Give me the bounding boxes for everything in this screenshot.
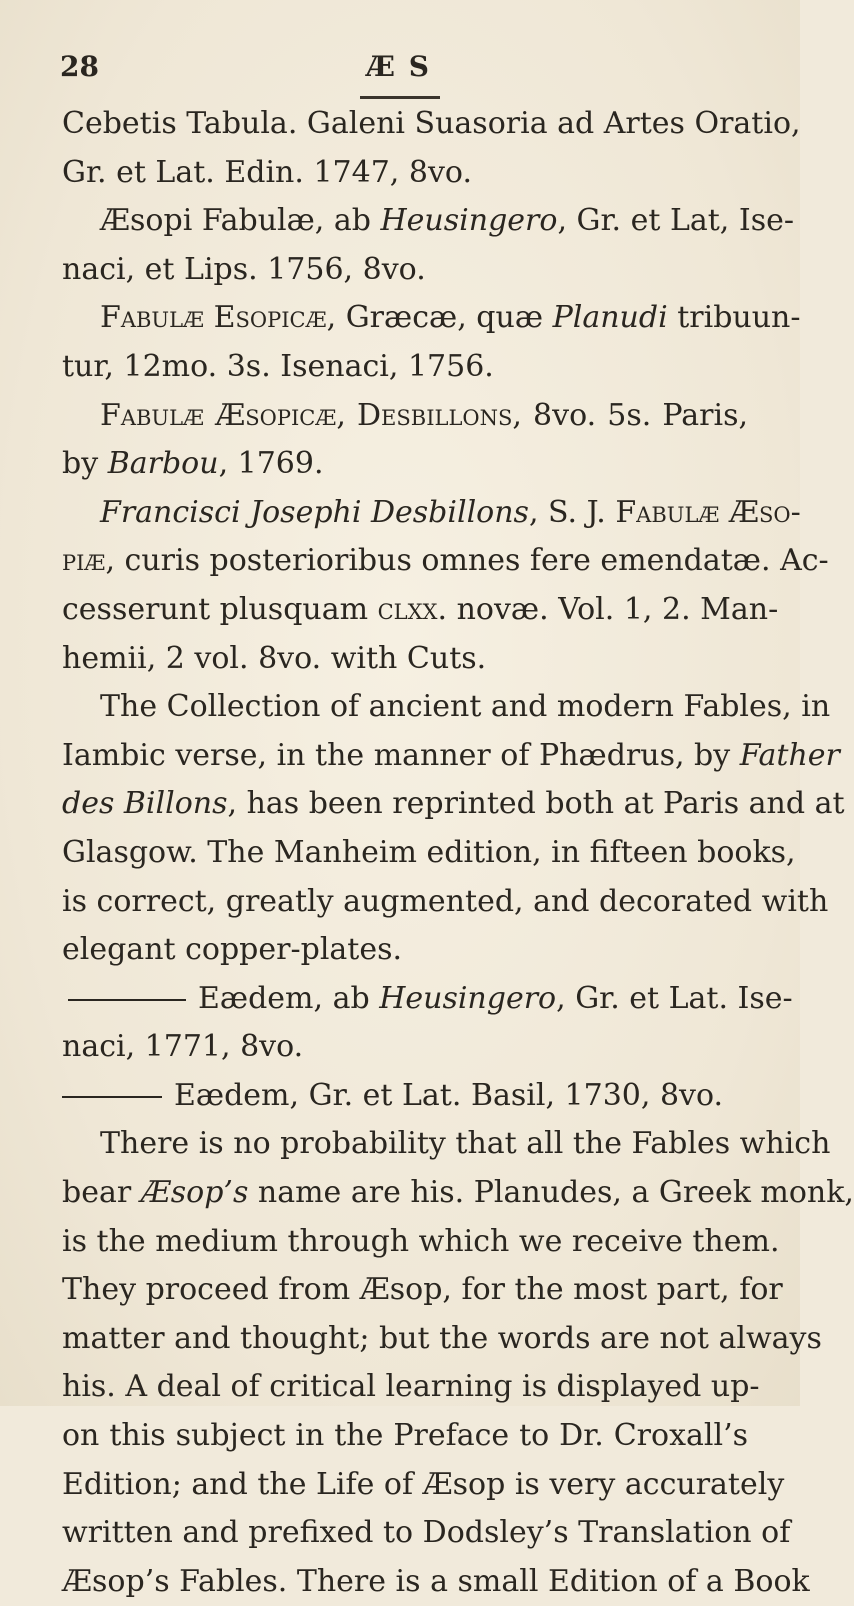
text-line: piæ, curis posterioribus omnes fere emendatæ. Ac- [62,543,829,579]
text-line: Gr. et Lat. Edin. 1747, 8vo. [62,154,472,190]
text-line: naci, et Lips. 1756, 8vo. [62,251,426,287]
text-line: Edition; and the Life of Æsop is very accurately [62,1466,785,1502]
text-line: Fabulæ Esopicæ, Græcæ, quæ Planudi tribuun- [100,300,801,336]
ditto-dash [62,1096,162,1098]
running-head [60,50,740,94]
body-text [62,100,854,1606]
text-line: is the medium through which we receive them. [62,1223,780,1259]
text-line: The Collection of ancient and modern Fables, in [100,689,831,725]
text-line: They proceed from Æsop, for the most part, for [62,1272,783,1308]
text-line: on this subject in the Preface to Dr. Croxall’s [62,1418,748,1454]
text-line: his. A deal of critical learning is displayed up- [62,1369,760,1405]
text-line: des Billons, has been reprinted both at Paris and at [62,786,845,822]
text-line: Eædem, ab Heusingero, Gr. et Lat. Ise- [62,975,748,1024]
text-line: Francisci Josephi Desbillons, S. J. Fabulæ Æso- [100,494,801,530]
text-line: Æsopi Fabulæ, ab Heusingero, Gr. et Lat, Ise- [100,203,795,239]
text-line: Æsop’s Fables. There is a small Edition of a Book [62,1563,810,1599]
page-number: 28 [60,50,99,83]
text-line: Glasgow. The Manheim edition, in fifteen books, [62,834,796,870]
text-line: is correct, greatly augmented, and decorated with [62,883,829,919]
text-line: bear Æsop’s name are his. Planudes, a Greek monk, [62,1175,854,1211]
text-line: by Barbou, 1769. [62,446,324,482]
text-line: elegant copper-plates. [62,932,403,968]
text-line: hemii, 2 vol. 8vo. with Cuts. [62,640,487,676]
text-line: written and prefixed to Dodsley’s Translation of [62,1515,791,1551]
text-line: cesserunt plusquam clxx. novæ. Vol. 1, 2. Man- [62,591,779,627]
text-line: Iambic verse, in the manner of Phædrus, by Father [62,737,840,773]
text-line: tur, 12mo. 3s. Isenaci, 1756. [62,348,494,384]
text-line: Eædem, Gr. et Lat. Basil, 1730, 8vo. [62,1072,748,1121]
head-rule [360,96,440,99]
text-line: Fabulæ Æsopicæ, Desbillons, 8vo. 5s. Paris, [100,397,748,433]
text-line: Cebetis Tabula. Galeni Suasoria ad Artes Oratio, [62,106,801,141]
text-line: There is no probability that all the Fables which [100,1126,831,1162]
ditto-dash [68,999,186,1001]
running-head-title: Æ S [366,50,431,83]
text-line: naci, 1771, 8vo. [62,1029,304,1065]
text-line: matter and thought; but the words are not always [62,1320,822,1356]
